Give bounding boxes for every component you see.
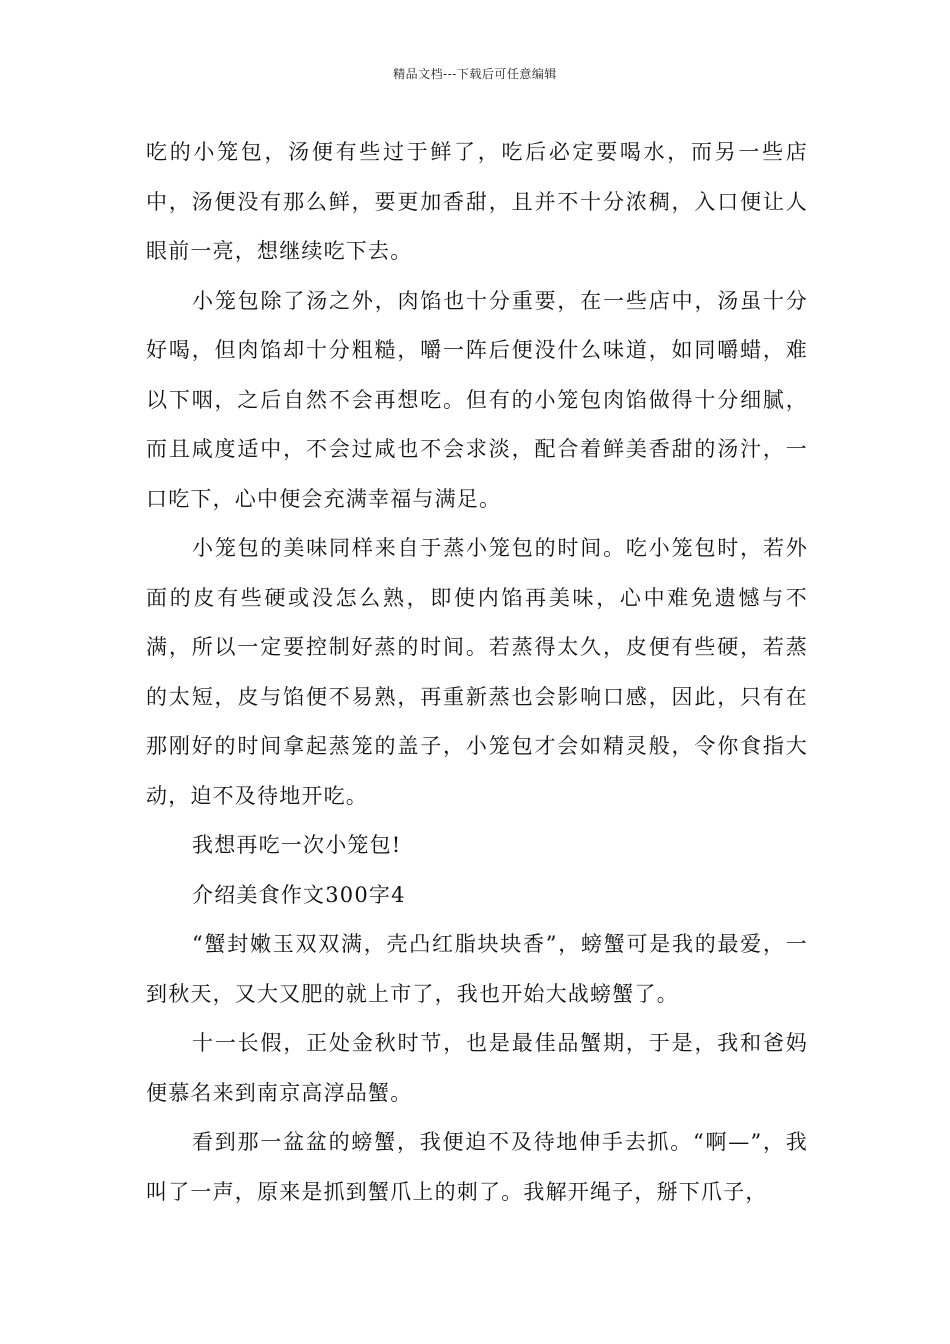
paragraph-grab-crab: 看到那一盆盆的螃蟹，我便迫不及待地伸手去抓。“啊—”，我叫了一声，原来是抓到蟹爪上的刺了。我解开绳子，掰下爪子， [146, 1130, 808, 1204]
paragraph-holiday: 十一长假，正处金秋时节，也是最佳品蟹期，于是，我和爸妈便慕名来到南京高淳品蟹。 [146, 1031, 808, 1105]
paragraph-wish: 我想再吃一次小笼包! [192, 833, 402, 857]
document-body [146, 128, 808, 1217]
page-header: 精品文档---下载后可任意编辑 [393, 67, 557, 81]
section-heading: 介绍美食作文300字4 [192, 882, 406, 907]
paragraph-steaming-time: 小笼包的美味同样来自于蒸小笼包的时间。吃小笼包时，若外面的皮有些硬或没怎么熟，即使内馅再美味，心中难免遗憾与不满，所以一定要控制好蒸的时间。若蒸得太久，皮便有些硬，若蒸的太短，皮与馅便不易熟，再重新蒸也会影响口感，因此，只有在那刚好的时间拿起蒸笼的盖子，小笼包才会如精灵般，令你食指大动，迫不及待地开吃。 [146, 536, 808, 808]
paragraph-soup-continued: 吃的小笼包，汤便有些过于鲜了，吃后必定要喝水，而另一些店中，汤便没有那么鲜，要更加香甜，且并不十分浓稠，入口便让人眼前一亮，想继续吃下去。 [146, 140, 808, 263]
paragraph-crab-intro: “蟹封嫩玉双双满，壳凸红脂块块香”，螃蟹可是我的最爱，一到秋天，又大又肥的就上市了，我也开始大战螃蟹了。 [146, 932, 808, 1006]
paragraph-filling: 小笼包除了汤之外，肉馅也十分重要，在一些店中，汤虽十分好喝，但肉馅却十分粗糙，嚼一阵后便没什么味道，如同嚼蜡，难以下咽，之后自然不会再想吃。但有的小笼包肉馅做得十分细腻，而且咸度适中，不会过咸也不会求淡，配合着鲜美香甜的汤汁，一口吃下，心中便会充满幸福与满足。 [146, 288, 808, 511]
